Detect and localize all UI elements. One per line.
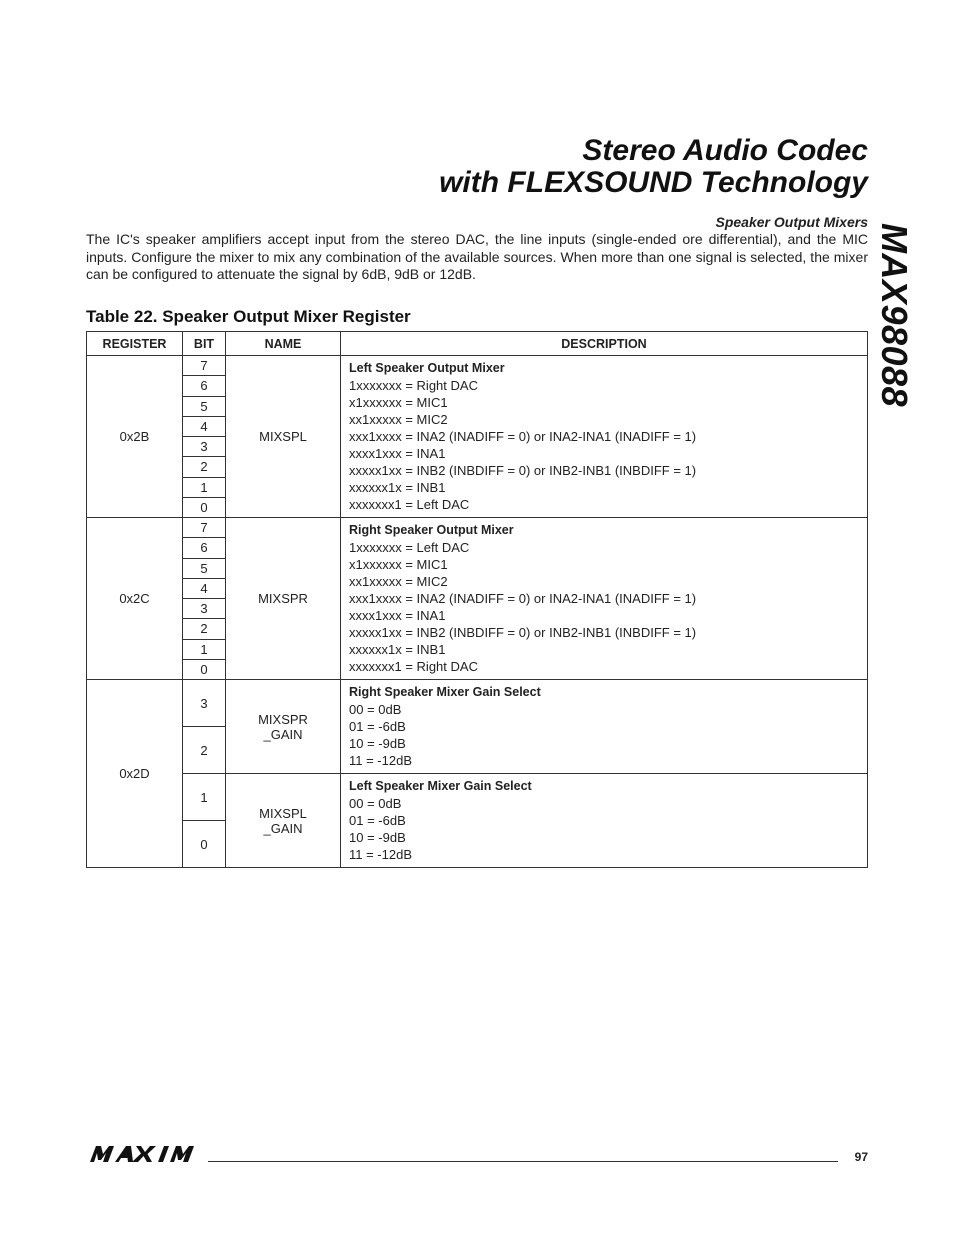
bit-cell: 2: [183, 619, 226, 639]
description-line: 1xxxxxxx = Left DAC: [349, 540, 470, 555]
description-line: xxxxxx1x = INB1: [349, 480, 446, 495]
part-number: MAX98088: [874, 222, 915, 408]
name-line: _GAIN: [263, 726, 303, 742]
description-line: xxxxxxx1 = Right DAC: [349, 659, 478, 674]
description-line: xx1xxxxx = MIC2: [349, 412, 448, 427]
description-line: xxx1xxxx = INA2 (INADIFF = 0) or INA2-INA1 (INADIFF = 1): [349, 429, 697, 444]
bit-cell: 2: [183, 727, 226, 774]
name-cell: [226, 680, 341, 774]
description-cell: [341, 356, 868, 518]
header-description: DESCRIPTION: [341, 332, 868, 356]
description-line: 11 = -12dB: [349, 753, 413, 768]
footer-rule: [208, 1161, 838, 1162]
bit-cell: 5: [183, 396, 226, 416]
description-cell: [341, 774, 868, 868]
table-row: [87, 518, 868, 538]
description-line: xxxxxx1x = INB1: [349, 642, 446, 657]
register-cell: 0x2D: [87, 680, 183, 868]
description-line: xxx1xxxx = INA2 (INADIFF = 0) or INA2-INA1 (INADIFF = 1): [349, 591, 697, 606]
bit-cell: 1: [183, 774, 226, 821]
description-cell: [341, 680, 868, 774]
name-line: _GAIN: [263, 820, 303, 836]
description-title: Right Speaker Mixer Gain Select: [349, 685, 541, 699]
bit-cell: 0: [183, 659, 226, 679]
document-title: [439, 135, 868, 199]
bit-cell: 3: [183, 437, 226, 457]
bit-cell: 3: [183, 599, 226, 619]
header-bit: BIT: [183, 332, 226, 356]
title-line-2: with FLEXSOUND Technology: [439, 166, 868, 199]
section-body: The IC's speaker amplifiers accept input from the stereo DAC, the line inputs (single-ended ore differential), and the MIC inputs. Configure the mixer to mix any combination of the available sources. When more than one signal is selected, the mixer can be configured to attenuate the signal by 6dB, 9dB or 12dB.: [86, 231, 868, 282]
bit-cell: 6: [183, 538, 226, 558]
bit-cell: 7: [183, 356, 226, 376]
description-line: 11 = -12dB: [349, 847, 413, 862]
header-register: REGISTER: [87, 332, 183, 356]
part-number-tab: [872, 215, 916, 415]
page-number: 97: [854, 1150, 868, 1164]
name-cell: MIXSPL: [226, 356, 341, 518]
header-name: NAME: [226, 332, 341, 356]
name-line: MIXSPL: [259, 805, 307, 821]
bit-cell: 4: [183, 416, 226, 436]
description-line: 00 = 0dB: [349, 702, 402, 717]
bit-cell: 7: [183, 518, 226, 538]
description-line: 01 = -6dB: [349, 719, 406, 734]
description-line: x1xxxxxx = MIC1: [349, 557, 448, 572]
table-title: Table 22. Speaker Output Mixer Register: [86, 307, 411, 326]
bit-cell: 4: [183, 578, 226, 598]
description-cell: [341, 518, 868, 680]
description-line: 10 = -9dB: [349, 830, 406, 845]
description-line: 01 = -6dB: [349, 813, 406, 828]
description-line: xxxxx1xx = INB2 (INBDIFF = 0) or INB2-INB1 (INBDIFF = 1): [349, 463, 697, 478]
description-line: xxxx1xxx = INA1: [349, 446, 446, 461]
maxim-logo: [90, 1145, 202, 1168]
name-line: MIXSPR: [258, 711, 308, 727]
description-line: xxxxxxx1 = Left DAC: [349, 497, 470, 512]
bit-cell: 0: [183, 821, 226, 868]
description-title: Right Speaker Output Mixer: [349, 523, 514, 537]
bit-cell: 0: [183, 497, 226, 517]
bit-cell: 6: [183, 376, 226, 396]
table-row: [87, 356, 868, 376]
bit-cell: 2: [183, 457, 226, 477]
description-line: x1xxxxxx = MIC1: [349, 395, 448, 410]
description-line: 1xxxxxxx = Right DAC: [349, 378, 478, 393]
register-cell: 0x2C: [87, 518, 183, 680]
bit-cell: 1: [183, 639, 226, 659]
description-line: 00 = 0dB: [349, 796, 402, 811]
table-body: [87, 356, 868, 868]
table-row: [87, 680, 868, 727]
name-cell: MIXSPR: [226, 518, 341, 680]
bit-cell: 1: [183, 477, 226, 497]
table-header-row: [87, 332, 868, 356]
bit-cell: 3: [183, 680, 226, 727]
description-line: xxxx1xxx = INA1: [349, 608, 446, 623]
section-heading: Speaker Output Mixers: [715, 214, 868, 230]
description-line: xx1xxxxx = MIC2: [349, 574, 448, 589]
register-cell: 0x2B: [87, 356, 183, 518]
table-row: [87, 774, 868, 821]
description-line: 10 = -9dB: [349, 736, 406, 751]
maxim-logo-graphic: [90, 1145, 202, 1163]
bit-cell: 5: [183, 558, 226, 578]
title-line-1: Stereo Audio Codec: [582, 134, 868, 167]
description-title: Left Speaker Output Mixer: [349, 361, 505, 375]
description-title: Left Speaker Mixer Gain Select: [349, 779, 532, 793]
name-cell: [226, 774, 341, 868]
description-line: xxxxx1xx = INB2 (INBDIFF = 0) or INB2-INB1 (INBDIFF = 1): [349, 625, 697, 640]
register-table: [86, 331, 868, 868]
